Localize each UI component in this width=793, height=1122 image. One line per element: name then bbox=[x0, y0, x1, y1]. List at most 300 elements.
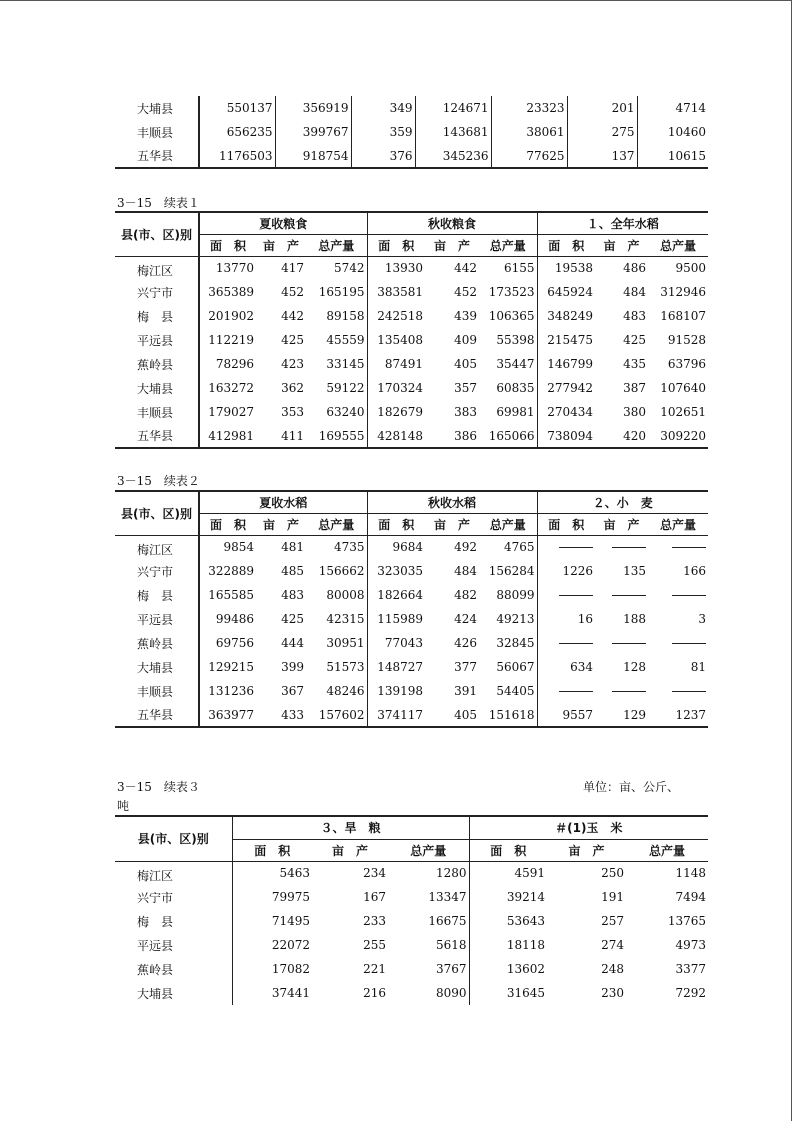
data-cell: 435 bbox=[623, 357, 647, 371]
data-cell: 60835 bbox=[496, 381, 535, 395]
data-cell: 167 bbox=[363, 890, 386, 904]
data-cell: 233 bbox=[363, 914, 386, 928]
column-subheader: 亩 产 bbox=[425, 234, 479, 256]
data-cell: 170324 bbox=[367, 376, 425, 400]
data-cell: 17082 bbox=[232, 957, 312, 981]
data-cell: 131236 bbox=[199, 679, 256, 703]
group-header-wheat: ２、小 麦 bbox=[537, 491, 708, 513]
data-cell: 425 bbox=[623, 333, 647, 347]
data-cell: 485 bbox=[281, 564, 304, 578]
table-3-15-cont3 bbox=[115, 815, 708, 1005]
dash-mark bbox=[612, 595, 646, 596]
county-name: 兴宁市 bbox=[137, 564, 174, 579]
data-cell: 128 bbox=[623, 660, 647, 674]
empty-dash-cell bbox=[537, 535, 595, 559]
data-cell: 37441 bbox=[232, 981, 312, 1005]
data-cell: 51573 bbox=[326, 660, 365, 674]
data-cell: 656235 bbox=[199, 120, 275, 144]
data-cell: 4765 bbox=[504, 540, 535, 555]
table3-caption: 3－15 续表３ bbox=[117, 780, 200, 794]
data-cell: 1176503 bbox=[199, 144, 275, 168]
county-name: 大埔县 bbox=[137, 986, 174, 1001]
column-subheader: 总产量 bbox=[626, 839, 708, 861]
data-cell: 99486 bbox=[199, 607, 256, 631]
table-row bbox=[115, 280, 708, 304]
data-cell: 129215 bbox=[199, 655, 256, 679]
column-subheader: 亩 产 bbox=[256, 234, 306, 256]
county-column-header: 县(市、区)别 bbox=[115, 212, 199, 256]
data-cell: 80008 bbox=[326, 588, 365, 602]
data-cell: 16675 bbox=[428, 914, 467, 928]
data-cell: 5463 bbox=[232, 861, 312, 885]
data-cell: 433 bbox=[281, 707, 304, 722]
data-cell: 349 bbox=[351, 96, 415, 120]
county-name: 梅江区 bbox=[137, 868, 174, 883]
data-cell: 4591 bbox=[469, 861, 547, 885]
column-subheader: 面 积 bbox=[469, 839, 547, 861]
data-cell: 918754 bbox=[275, 144, 351, 168]
data-cell: 363977 bbox=[199, 703, 256, 727]
county-name: 蕉岭县 bbox=[137, 962, 174, 977]
data-cell: 386 bbox=[454, 428, 478, 443]
data-cell: 182679 bbox=[367, 400, 425, 424]
data-cell: 13347 bbox=[428, 890, 467, 904]
county-name: 兴宁市 bbox=[137, 890, 174, 905]
data-cell: 5742 bbox=[333, 261, 365, 276]
data-cell: 89158 bbox=[326, 309, 365, 323]
data-cell: 312946 bbox=[660, 285, 707, 299]
data-cell: 49213 bbox=[496, 612, 535, 626]
table-row bbox=[115, 96, 708, 120]
table-row bbox=[115, 861, 708, 885]
data-cell: 39214 bbox=[469, 885, 547, 909]
data-cell: 234 bbox=[363, 866, 386, 881]
data-cell: 63240 bbox=[326, 405, 365, 419]
dash-mark bbox=[612, 691, 646, 692]
data-cell: 391 bbox=[454, 684, 478, 698]
column-subheader: 亩 产 bbox=[547, 839, 626, 861]
data-cell: 165066 bbox=[488, 428, 535, 443]
data-cell: 738094 bbox=[537, 424, 595, 448]
data-cell: 71495 bbox=[232, 909, 312, 933]
empty-dash-cell bbox=[537, 679, 595, 703]
data-cell: 135408 bbox=[367, 328, 425, 352]
table-row bbox=[115, 376, 708, 400]
data-cell: 7494 bbox=[675, 890, 707, 904]
data-cell: 56067 bbox=[496, 660, 535, 674]
data-cell: 4973 bbox=[675, 938, 707, 952]
column-subheader: 亩 产 bbox=[595, 513, 648, 535]
data-cell: 165195 bbox=[318, 285, 365, 299]
data-cell: 3377 bbox=[675, 962, 707, 976]
data-cell: 156284 bbox=[488, 564, 535, 578]
data-cell: 124671 bbox=[415, 96, 491, 120]
data-cell: 30951 bbox=[326, 636, 365, 650]
data-cell: 274 bbox=[601, 938, 625, 952]
table-row bbox=[115, 583, 708, 607]
empty-dash-cell bbox=[595, 583, 648, 607]
table-row bbox=[115, 631, 708, 655]
dash-mark bbox=[672, 643, 706, 644]
data-cell: 255 bbox=[363, 938, 386, 952]
dash-mark bbox=[559, 691, 593, 692]
data-cell: 439 bbox=[454, 309, 478, 323]
data-cell: 201 bbox=[567, 96, 637, 120]
data-cell: 428148 bbox=[367, 424, 425, 448]
data-cell: 452 bbox=[281, 285, 304, 299]
empty-dash-cell bbox=[595, 535, 648, 559]
data-cell: 359 bbox=[351, 120, 415, 144]
data-cell: 399767 bbox=[275, 120, 351, 144]
data-cell: 353 bbox=[281, 405, 304, 419]
data-cell: 10615 bbox=[637, 144, 708, 168]
county-name: 梅 县 bbox=[137, 309, 174, 324]
data-cell: 135 bbox=[623, 564, 647, 578]
data-cell: 148727 bbox=[367, 655, 425, 679]
data-cell: 23323 bbox=[491, 96, 567, 120]
column-subheader: 面 积 bbox=[199, 234, 256, 256]
data-cell: 367 bbox=[281, 684, 304, 698]
county-name: 丰顺县 bbox=[137, 125, 174, 140]
column-subheader: 面 积 bbox=[367, 513, 425, 535]
data-cell: 230 bbox=[601, 986, 625, 1000]
column-subheader: 亩 产 bbox=[312, 839, 388, 861]
county-name: 梅江区 bbox=[137, 542, 174, 557]
data-cell: 191 bbox=[601, 890, 625, 904]
data-cell: 146799 bbox=[537, 352, 595, 376]
column-subheader: 总产量 bbox=[648, 234, 708, 256]
data-cell: 173523 bbox=[488, 285, 535, 299]
data-cell: 33145 bbox=[326, 357, 365, 371]
data-cell: 163272 bbox=[199, 376, 256, 400]
data-cell: 357 bbox=[454, 381, 478, 395]
column-subheader: 总产量 bbox=[306, 234, 367, 256]
table-row bbox=[115, 957, 708, 981]
empty-dash-cell bbox=[537, 583, 595, 607]
data-cell: 9854 bbox=[199, 535, 256, 559]
data-cell: 345236 bbox=[415, 144, 491, 168]
data-cell: 13765 bbox=[667, 914, 707, 928]
data-cell: 179027 bbox=[199, 400, 256, 424]
column-subheader: 总产量 bbox=[306, 513, 367, 535]
data-cell: 426 bbox=[454, 636, 478, 650]
column-subheader: 总产量 bbox=[479, 234, 537, 256]
data-cell: 356919 bbox=[275, 96, 351, 120]
county-name: 五华县 bbox=[137, 429, 174, 443]
data-cell: 248 bbox=[601, 962, 625, 976]
table-row bbox=[115, 703, 708, 727]
data-cell: 383581 bbox=[367, 280, 425, 304]
data-cell: 412981 bbox=[199, 424, 256, 448]
county-name: 蕉岭县 bbox=[137, 357, 174, 372]
data-cell: 45559 bbox=[326, 333, 365, 347]
data-cell: 201902 bbox=[199, 304, 256, 328]
data-cell: 156662 bbox=[318, 564, 365, 578]
data-cell: 3767 bbox=[435, 962, 467, 976]
data-cell: 221 bbox=[363, 962, 386, 976]
group-header-dry-grain: ３、旱 粮 bbox=[232, 816, 469, 839]
data-cell: 417 bbox=[281, 261, 304, 276]
county-name: 大埔县 bbox=[137, 381, 174, 396]
data-cell: 377 bbox=[454, 660, 478, 674]
data-cell: 91528 bbox=[667, 333, 707, 347]
data-cell: 79975 bbox=[232, 885, 312, 909]
data-cell: 452 bbox=[454, 285, 478, 299]
data-cell: 6155 bbox=[504, 261, 535, 276]
table-row bbox=[115, 120, 708, 144]
data-cell: 484 bbox=[623, 285, 647, 299]
dash-mark bbox=[672, 691, 706, 692]
data-cell: 10460 bbox=[637, 120, 708, 144]
data-cell: 323035 bbox=[367, 559, 425, 583]
data-cell: 13930 bbox=[367, 256, 425, 280]
data-cell: 42315 bbox=[326, 612, 365, 626]
data-cell: 9500 bbox=[675, 261, 707, 276]
county-name: 梅江区 bbox=[137, 263, 174, 278]
data-cell: 425 bbox=[281, 612, 304, 626]
group-header-summer-rice: 夏收水稻 bbox=[199, 491, 367, 513]
data-cell: 168107 bbox=[660, 309, 707, 323]
table-row bbox=[115, 328, 708, 352]
data-cell: 420 bbox=[623, 428, 647, 443]
dash-mark bbox=[612, 547, 646, 548]
county-column-header: 县(市、区)别 bbox=[115, 816, 232, 861]
data-cell: 169555 bbox=[318, 428, 365, 443]
data-cell: 423 bbox=[281, 357, 304, 371]
column-subheader: 总产量 bbox=[388, 839, 469, 861]
data-cell: 7292 bbox=[675, 986, 707, 1000]
data-cell: 69981 bbox=[496, 405, 535, 419]
column-subheader: 面 积 bbox=[232, 839, 312, 861]
data-cell: 143681 bbox=[415, 120, 491, 144]
data-cell: 129 bbox=[623, 707, 647, 722]
data-cell: 54405 bbox=[496, 684, 535, 698]
data-cell: 87491 bbox=[367, 352, 425, 376]
table-row bbox=[115, 909, 708, 933]
table-row bbox=[115, 424, 708, 448]
table-row bbox=[115, 885, 708, 909]
table-row bbox=[115, 144, 708, 168]
column-subheader: 亩 产 bbox=[425, 513, 479, 535]
data-cell: 481 bbox=[281, 540, 304, 555]
data-cell: 387 bbox=[623, 381, 647, 395]
data-cell: 35447 bbox=[496, 357, 535, 371]
data-cell: 399 bbox=[281, 660, 304, 674]
table-row bbox=[115, 607, 708, 631]
table2-caption: 3－15 续表２ bbox=[117, 474, 200, 488]
data-cell: 182664 bbox=[367, 583, 425, 607]
table-row bbox=[115, 655, 708, 679]
data-cell: 216 bbox=[363, 986, 386, 1000]
column-subheader: 亩 产 bbox=[256, 513, 306, 535]
column-subheader: 总产量 bbox=[648, 513, 708, 535]
dash-mark bbox=[612, 643, 646, 644]
data-cell: 16 bbox=[537, 607, 595, 631]
data-cell: 81 bbox=[690, 660, 707, 674]
data-cell: 13770 bbox=[199, 256, 256, 280]
data-cell: 4735 bbox=[333, 540, 365, 555]
data-cell: 380 bbox=[623, 405, 647, 419]
county-name: 平远县 bbox=[137, 612, 174, 627]
empty-dash-cell bbox=[648, 631, 708, 655]
dash-mark bbox=[559, 595, 593, 596]
data-cell: 48246 bbox=[326, 684, 365, 698]
table-row bbox=[115, 535, 708, 559]
data-cell: 365389 bbox=[199, 280, 256, 304]
table-row bbox=[115, 933, 708, 957]
group-header-autumn-rice: 秋收水稻 bbox=[367, 491, 537, 513]
data-cell: 157602 bbox=[318, 707, 365, 722]
data-cell: 18118 bbox=[469, 933, 547, 957]
data-cell: 411 bbox=[281, 428, 304, 443]
data-cell: 9557 bbox=[537, 703, 595, 727]
data-cell: 139198 bbox=[367, 679, 425, 703]
data-cell: 270434 bbox=[537, 400, 595, 424]
group-header-corn: ＃(1)玉 米 bbox=[469, 816, 708, 839]
data-cell: 348249 bbox=[537, 304, 595, 328]
table-row bbox=[115, 304, 708, 328]
data-cell: 250 bbox=[601, 866, 625, 881]
table-3-15-cont2 bbox=[115, 490, 708, 728]
data-cell: 486 bbox=[623, 261, 647, 276]
data-cell: 442 bbox=[454, 261, 478, 276]
dash-mark bbox=[559, 547, 593, 548]
data-cell: 482 bbox=[454, 588, 478, 602]
county-name: 丰顺县 bbox=[137, 405, 174, 420]
county-name: 五华县 bbox=[137, 149, 174, 163]
table-row bbox=[115, 981, 708, 1005]
data-cell: 166 bbox=[683, 564, 707, 578]
group-header-autumn-grain: 秋收粮食 bbox=[367, 212, 537, 234]
data-cell: 13602 bbox=[469, 957, 547, 981]
table-3-15-cont1 bbox=[115, 211, 708, 449]
data-cell: 550137 bbox=[199, 96, 275, 120]
data-cell: 88099 bbox=[496, 588, 535, 602]
data-cell: 106365 bbox=[488, 309, 535, 323]
data-cell: 151618 bbox=[488, 707, 535, 722]
data-cell: 32845 bbox=[496, 636, 535, 650]
data-cell: 322889 bbox=[199, 559, 256, 583]
data-cell: 4714 bbox=[637, 96, 708, 120]
data-cell: 444 bbox=[281, 636, 304, 650]
data-cell: 8090 bbox=[435, 986, 467, 1000]
data-cell: 484 bbox=[454, 564, 478, 578]
data-cell: 215475 bbox=[537, 328, 595, 352]
data-cell: 107640 bbox=[660, 381, 707, 395]
data-cell: 188 bbox=[623, 612, 647, 626]
dash-mark bbox=[672, 595, 706, 596]
unit-label-continued: 吨 bbox=[117, 799, 130, 813]
table1-caption: 3－15 续表１ bbox=[117, 196, 200, 210]
empty-dash-cell bbox=[595, 679, 648, 703]
county-name: 梅 县 bbox=[137, 914, 174, 929]
data-cell: 69756 bbox=[199, 631, 256, 655]
county-name: 大埔县 bbox=[137, 660, 174, 675]
empty-dash-cell bbox=[537, 631, 595, 655]
column-subheader: 面 积 bbox=[537, 234, 595, 256]
data-cell: 77043 bbox=[367, 631, 425, 655]
data-cell: 425 bbox=[281, 333, 304, 347]
county-name: 梅 县 bbox=[137, 588, 174, 603]
data-cell: 492 bbox=[454, 540, 478, 555]
empty-dash-cell bbox=[595, 631, 648, 655]
data-cell: 77625 bbox=[491, 144, 567, 168]
data-cell: 165585 bbox=[199, 583, 256, 607]
data-cell: 3 bbox=[698, 612, 707, 626]
county-name: 五华县 bbox=[137, 708, 174, 722]
county-name: 丰顺县 bbox=[137, 684, 174, 699]
empty-dash-cell bbox=[648, 535, 708, 559]
data-cell: 376 bbox=[351, 144, 415, 168]
data-cell: 38061 bbox=[491, 120, 567, 144]
table-row bbox=[115, 559, 708, 583]
data-cell: 409 bbox=[454, 333, 478, 347]
county-column-header: 县(市、区)别 bbox=[115, 491, 199, 535]
dash-mark bbox=[559, 643, 593, 644]
county-name: 平远县 bbox=[137, 333, 174, 348]
data-cell: 383 bbox=[454, 405, 478, 419]
data-cell: 78296 bbox=[199, 352, 256, 376]
column-subheader: 面 积 bbox=[199, 513, 256, 535]
data-cell: 59122 bbox=[326, 381, 365, 395]
dash-mark bbox=[672, 547, 706, 548]
data-cell: 55398 bbox=[496, 333, 535, 347]
column-subheader: 面 积 bbox=[367, 234, 425, 256]
county-name: 蕉岭县 bbox=[137, 636, 174, 651]
column-subheader: 总产量 bbox=[479, 513, 537, 535]
data-cell: 115989 bbox=[367, 607, 425, 631]
data-cell: 9684 bbox=[367, 535, 425, 559]
unit-label: 单位：亩、公斤、 bbox=[583, 780, 680, 794]
data-cell: 1280 bbox=[435, 866, 467, 881]
empty-dash-cell bbox=[648, 583, 708, 607]
data-cell: 137 bbox=[567, 144, 637, 168]
data-cell: 424 bbox=[454, 612, 478, 626]
data-cell: 257 bbox=[601, 914, 625, 928]
data-cell: 112219 bbox=[199, 328, 256, 352]
data-cell: 31645 bbox=[469, 981, 547, 1005]
data-cell: 483 bbox=[623, 309, 647, 323]
county-name: 兴宁市 bbox=[137, 285, 174, 300]
data-cell: 277942 bbox=[537, 376, 595, 400]
data-cell: 22072 bbox=[232, 933, 312, 957]
county-name: 平远县 bbox=[137, 938, 174, 953]
data-cell: 645924 bbox=[537, 280, 595, 304]
group-header-summer-grain: 夏收粮食 bbox=[199, 212, 367, 234]
data-cell: 483 bbox=[281, 588, 304, 602]
data-cell: 442 bbox=[281, 309, 304, 323]
group-header-annual-rice: １、全年水稻 bbox=[537, 212, 708, 234]
data-cell: 374117 bbox=[367, 703, 425, 727]
data-cell: 634 bbox=[537, 655, 595, 679]
data-cell: 5618 bbox=[435, 938, 467, 952]
county-name: 大埔县 bbox=[137, 101, 174, 116]
table-row bbox=[115, 352, 708, 376]
data-cell: 309220 bbox=[660, 428, 707, 443]
data-cell: 362 bbox=[281, 381, 304, 395]
column-subheader: 亩 产 bbox=[595, 234, 648, 256]
data-cell: 63796 bbox=[667, 357, 707, 371]
data-cell: 1148 bbox=[675, 866, 707, 881]
data-cell: 1226 bbox=[537, 559, 595, 583]
data-cell: 242518 bbox=[367, 304, 425, 328]
data-cell: 1237 bbox=[675, 707, 707, 722]
table-row bbox=[115, 256, 708, 280]
data-cell: 102651 bbox=[660, 405, 707, 419]
table-3-15-part0 bbox=[115, 96, 708, 169]
data-cell: 405 bbox=[454, 707, 478, 722]
data-cell: 275 bbox=[567, 120, 637, 144]
